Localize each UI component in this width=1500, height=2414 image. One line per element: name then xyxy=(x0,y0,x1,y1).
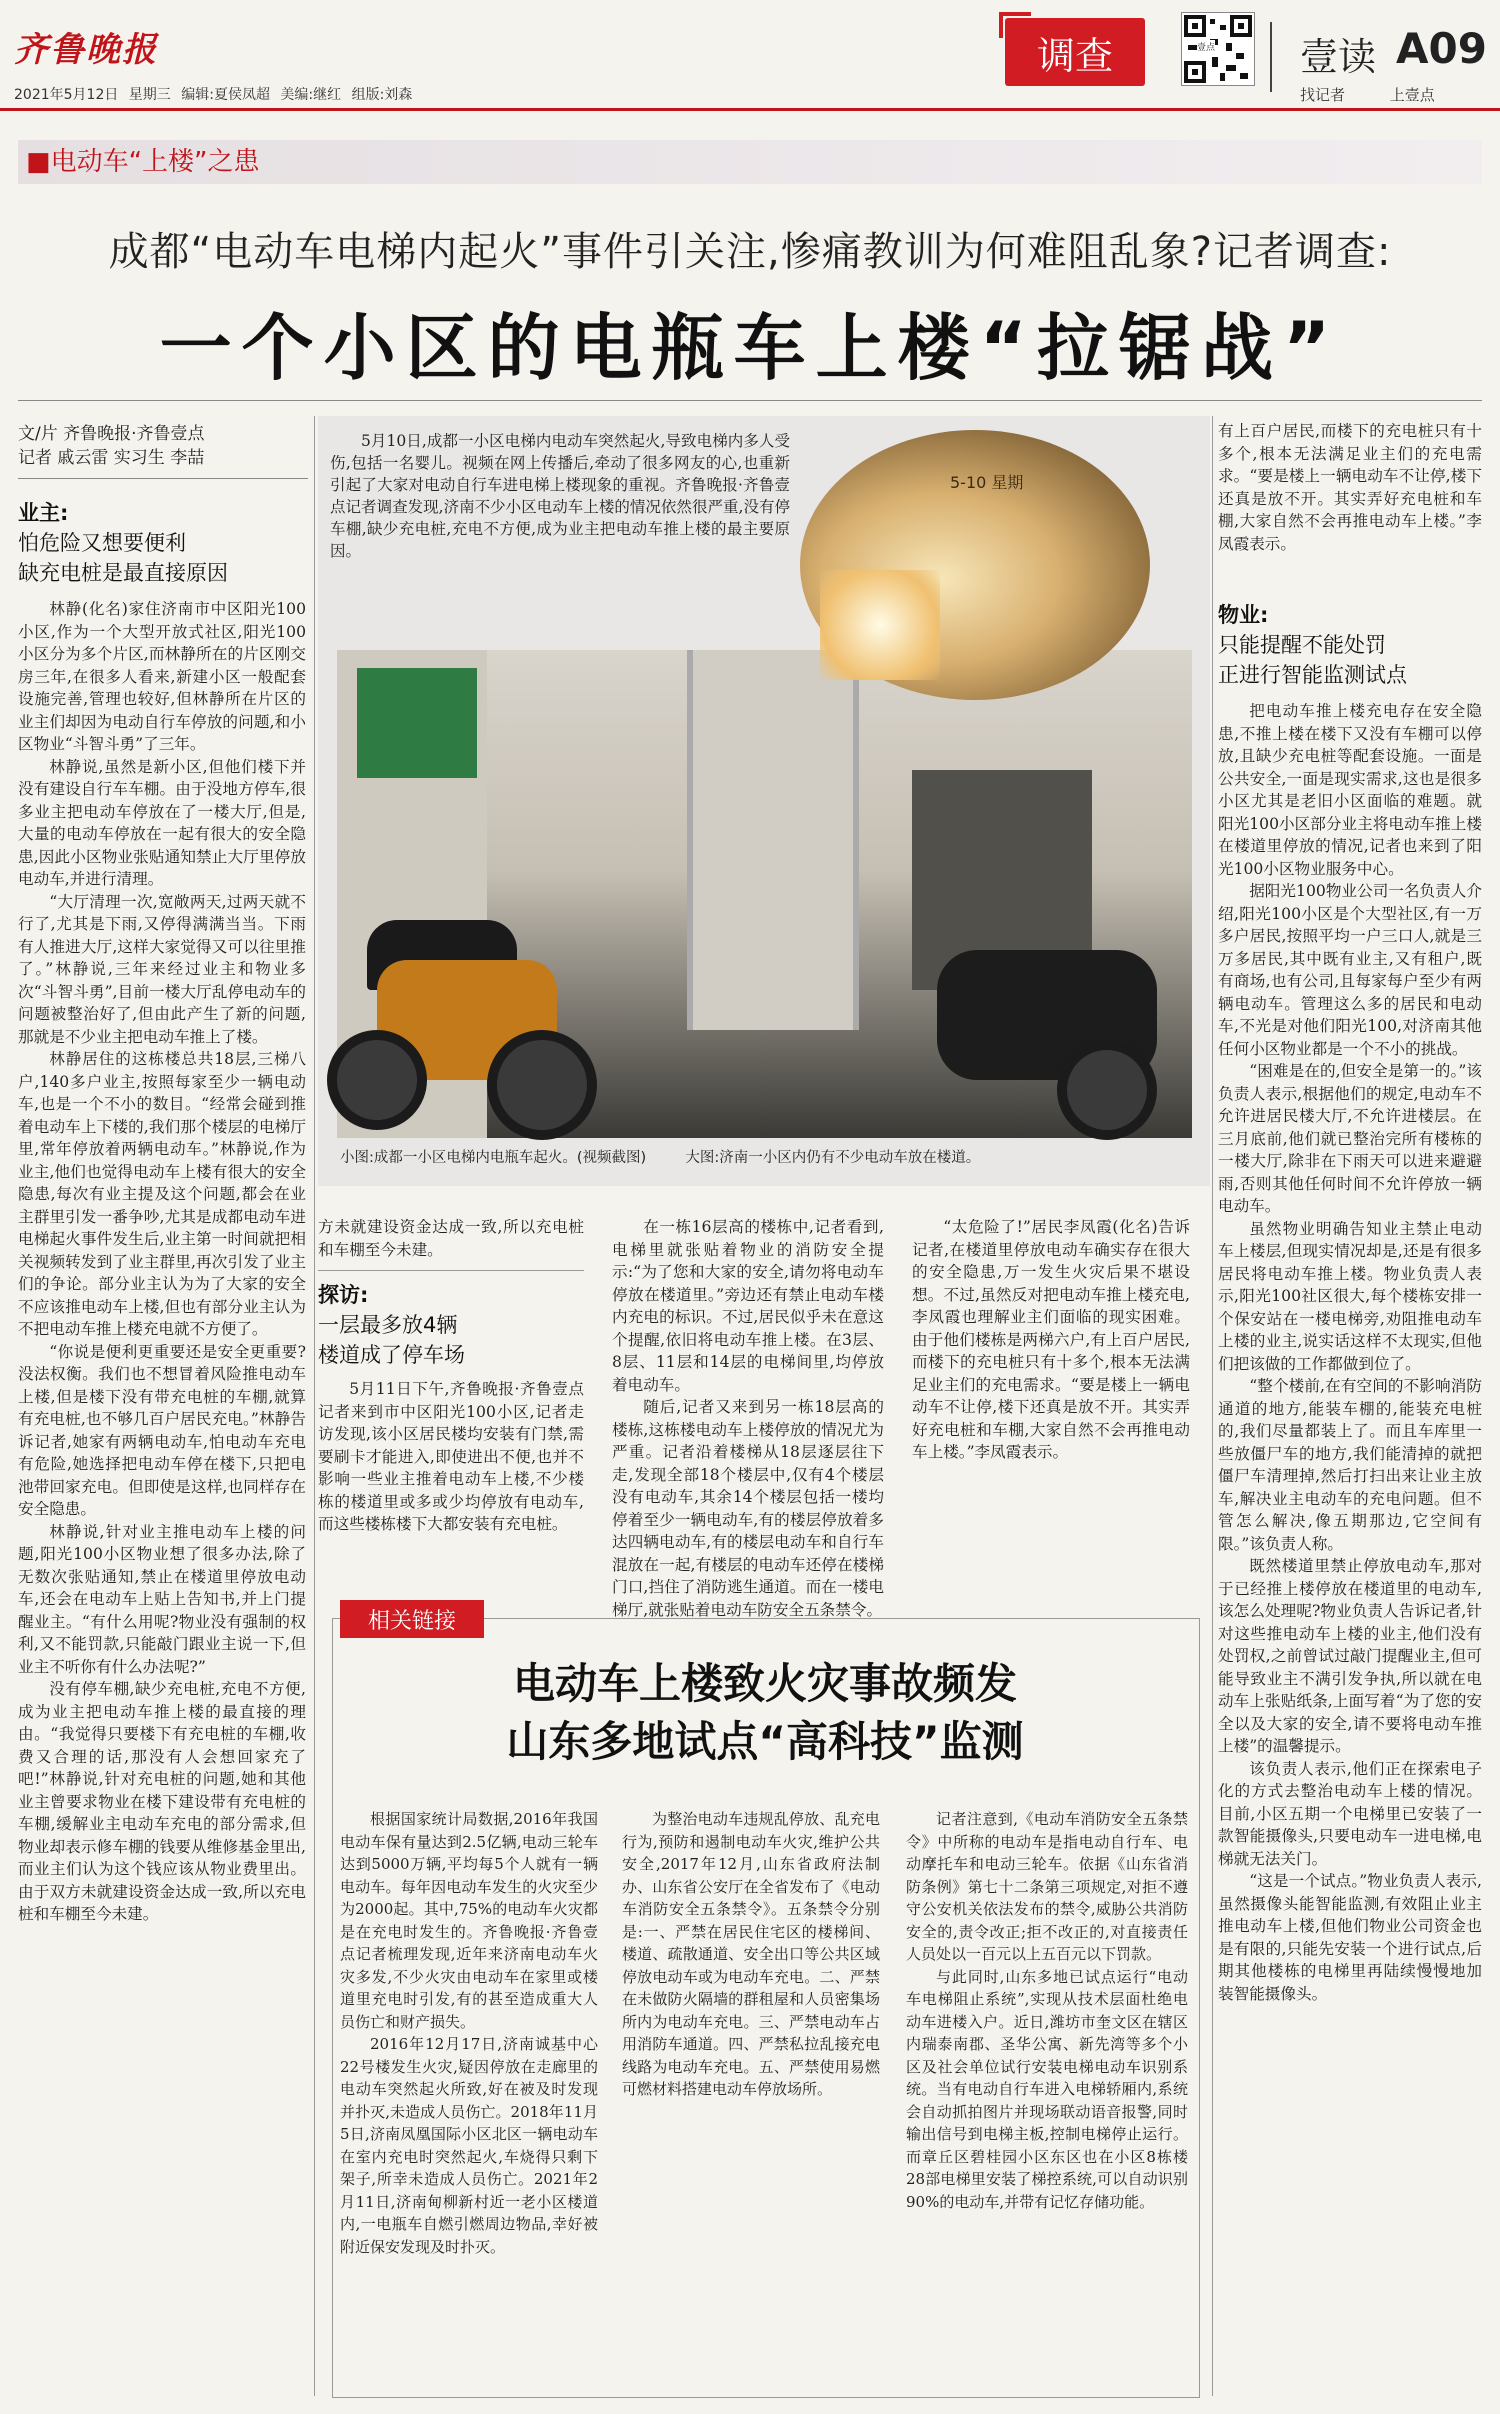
byline-line1: 文/片 齐鲁晚报·齐鲁壹点 xyxy=(18,424,205,444)
paragraph: 有上百户居民,而楼下的充电桩只有十多个,根本无法满足业主们的充电需求。“要是楼上一辆电动车不让停,楼下还真是放不开。其实弄好充电桩和车棚,大家自然不会再推电动车上楼。”李凤霞表示。 xyxy=(1218,422,1482,553)
owner-title-1: 怕危险又想要便利 xyxy=(18,531,186,555)
paragraph: 在一栋16层高的楼栋中,记者看到,电梯里就张贴着物业的消防安全提示:“为了您和大家的安全,请勿将电动车停放在楼道里。”旁边还有禁止电动车楼内充电的标识。不过,居民似乎未在意这个提醒,依旧将电动车推上楼。在3层、8层、11层和14层的电梯间里,均停放着电动车。 xyxy=(612,1218,884,1394)
owner-section-head xyxy=(18,498,308,588)
property-title-2: 正进行智能监测试点 xyxy=(1218,663,1407,687)
doorway xyxy=(687,650,859,1030)
caption-small: 小图:成都一小区电梯内电瓶车起火。(视频截图) xyxy=(340,1150,647,1166)
paragraph: 该负责人表示,他们正在探索电子化的方式去整治电动车上楼的情况。目前,小区五期一个电梯里已安装了一款智能摄像头,只要电动车一进电梯,电梯就无法关门。 xyxy=(1218,1759,1482,1868)
paragraph: 根据国家统计局数据,2016年我国电动车保有量达到2.5亿辆,电动三轮车达到5000万辆,平均每5个人就有一辆电动车。每年因电动车发生的火灾至少为2000起。其中,75%的电动车火灾都是在充电时发生的。齐鲁晚报·齐鲁壹点记者梳理发现,近年来济南电动车火灾多发,不少火灾由电动车在家里或楼道里充电时引发,有的甚至造成重大人员伤亡和财产损失。 xyxy=(340,1810,598,2031)
byline-rule xyxy=(18,478,308,479)
paragraph: 2016年12月17日,济南诚基中心22号楼发生火灾,疑因停放在走廊里的电动车突然起火所致,好在被及时发现并扑灭,未造成人员伤亡。2018年11月5日,济南凤凰国际小区北区一辆电动车在室内充电时突然起火,车烧得只剩下架子,所幸未造成人员伤亡。2021年2月11日,济南甸柳新村近一老小区楼道内,一电瓶车自燃引燃周边物品,幸好被附近保安发现及时扑灭。 xyxy=(340,2035,598,2256)
section-tab: 调查 xyxy=(1005,18,1145,86)
property-section-head xyxy=(1218,600,1482,690)
hallway-photo xyxy=(337,650,1192,1138)
photo-captions xyxy=(340,1146,1190,1167)
paragraph: 林静说,虽然是新小区,但他们楼下并没有建设自行车车棚。由于没地方停车,很多业主把电动车停放在了一楼大厅,但是,大量的电动车停放在一起有很大的安全隐患,因此小区物业张贴通知禁止大厅里停放电动车,并进行清理。 xyxy=(18,757,306,888)
divider xyxy=(1270,22,1272,92)
scooter-wheel xyxy=(1057,1040,1157,1140)
column-divider xyxy=(1212,416,1213,2396)
paragraph: 与此同时,山东多地已试点运行“电动车电梯阻止系统”,实现从技术层面杜绝电动车进楼入户。近日,潍坊市奎文区在辖区内瑞泰南郡、圣华公寓、新先湾等多个小区及社会单位试行安装电梯电动车识别系统。当有电动自行车进入电梯轿厢内,系统会自动抓拍图片并现场联动语音报警,同时输出信号到电梯主板,控制电梯停止运行。而章丘区碧桂园小区东区也在小区8栋楼28部电梯里安装了梯控系统,可以自动识别90%的电动车,并带有记忆存储功能。 xyxy=(906,1967,1188,2211)
column-divider xyxy=(314,416,315,2396)
paragraph: “整个楼前,在有空间的不影响消防通道的地方,能装车棚的,能装充电桩的,我们尽量都装上了。而且车库里一些放僵尸车的地方,我们能清掉的就把僵尸车清理掉,然后打扫出来让业主放车,解决业主电动车的充电问题。但不管怎么解决,像五期那边,它空间有限。”该负责人称。 xyxy=(1218,1377,1482,1553)
video-timestamp: 5-10 星期 xyxy=(950,473,1024,492)
fire-glow xyxy=(820,570,940,680)
paragraph: 记者注意到,《电动车消防安全五条禁令》中所称的电动车是指电动自行车、电动摩托车和电动三轮车。依据《山东省消防条例》第七十二条第三项规定,对拒不遵守公安机关依法发布的禁令,威胁公共消防安全的,责令改正;拒不改正的,对直接责任人员处以一百元以上五百元以下罚款。 xyxy=(906,1810,1188,1963)
byline xyxy=(18,422,308,470)
notice-board xyxy=(357,668,477,778)
page-number: A09 xyxy=(1396,24,1487,73)
related-tag: 相关链接 xyxy=(340,1600,484,1638)
paragraph: 5月11日下午,齐鲁晚报·齐鲁壹点记者来到市中区阳光100小区,记者走访发现,该小区居民楼均安装有门禁,需要刷卡才能进入,即使进出不便,也并不影响一些业主推着电动车上楼,不少楼栋的楼道里或多或少均停放有电动车,而这些楼栋楼下大都安装有充电桩。 xyxy=(318,1380,584,1533)
paragraph: “困难是在的,但安全是第一的。”该负责人表示,根据他们的规定,电动车不允许进居民楼大厅,不允许进楼层。在三月底前,他们就已整治完所有楼栋的一楼大厅,除非在下雨天可以进来避避雨,否则其他任何时间不允许停放一辆电动车。 xyxy=(1218,1062,1482,1215)
related-col-2 xyxy=(622,1808,880,2388)
qr-label: 壹点 xyxy=(1197,40,1215,53)
masthead-rule xyxy=(0,108,1500,111)
explore-title-2: 楼道成了停车场 xyxy=(318,1343,465,1367)
property-article xyxy=(1218,700,1482,2390)
paragraph: 没有停车棚,缺少充电桩,充电不方便,成为业主把电动车推上楼的最直接的理由。“我觉得只要楼下有充电桩的车棚,收费又合理的话,那没有人会想回家充了吧!”林静说,针对充电桩的问题,她和其他业主曾要求物业在楼下建设带有充电桩的车棚,缓解业主电动车充电的部分需求,但物业却表示修车棚的钱要从维修基金里出,而业主们认为这个钱应该从物业费里出。由于双方未就建设资金达成一致,所以充电桩和车棚至今未建。 xyxy=(18,1680,306,1923)
qr-code-icon xyxy=(1181,12,1255,86)
explore-section-head xyxy=(318,1280,584,1370)
paragraph: “大厅清理一次,宽敞两天,过两天就不行了,尤其是下雨,又停得满满当当。下雨有人推进大厅,这样大家觉得又可以往里推了。”林静说,三年来经过业主和物业多次“斗智斗勇”,目前一楼大厅乱停电动车的问题被整治好了,但由此产生了新的问题,那就是不少业主把电动车推上了楼。 xyxy=(18,892,306,1046)
paragraph: 既然楼道里禁止停放电动车,那对于已经推上楼停放在楼道里的电动车,该怎么处理呢?物业负责人告诉记者,针对这些推电动车上楼的业主,他们没有处罚权,之前曾试过敲门提醒业主,但可能导致业主不满引发争执,所以就在电动车上张贴纸条,上面写着“为了您的安全以及大家的安全,请不要将电动车推上楼”的温馨提示。 xyxy=(1218,1557,1482,1755)
paragraph: 把电动车推上楼充电存在安全隐患,不推上楼在楼下又没有车棚可以停放,且缺少充电桩等配套设施。一面是公共安全,一面是现实需求,这也是很多小区尤其是老旧小区面临的难题。就阳光100小区部分业主将电动车推上楼在楼道里停放的情况,记者也来到了阳光100小区物业服务中心。 xyxy=(1218,702,1482,878)
owner-label: 业主: xyxy=(18,501,69,525)
explore-label: 探访: xyxy=(318,1283,369,1307)
explore-article-b xyxy=(318,1378,584,1588)
caption-big: 大图:济南一小区内仍有不少电动车放在楼道。 xyxy=(685,1150,981,1166)
section-rule xyxy=(318,1270,584,1271)
explore-article-c xyxy=(612,1216,884,1619)
explore-title-1: 一层最多放4辆 xyxy=(318,1313,458,1337)
paragraph: “你说是便利更重要还是安全更重要?没法权衡。我们也不想冒着风险推电动车上楼,但是楼下没有带充电桩的车棚,就算有充电桩,也不够几百户居民充电。”林静告诉记者,她家有两辆电动车,怕电动车充电有危险,她选择把电动车停在楼下,只把电池带回家充电。但即使是这样,也同样存在安全隐患。 xyxy=(18,1342,306,1518)
related-col-3 xyxy=(906,1808,1188,2388)
headline: 一个小区的电瓶车上楼“拉锯战” xyxy=(159,306,1341,390)
paragraph: 据阳光100物业公司一名负责人介绍,阳光100小区是个大型社区,有一万多户居民,按照平均一户三口人,就是三万多居民,其中既有业主,又有租户,既有商场,也有公司,且每家每户至少有两辆电动车。管理这么多的居民和电动车,不光是对他们阳光100,对济南其他任何小区物业都是一个不小的挑战。 xyxy=(1218,882,1482,1058)
paragraph: 方未就建设资金达成一致,所以充电桩和车棚至今未建。 xyxy=(318,1218,584,1259)
paragraph: 随后,记者又来到另一栋18层高的楼栋,这栋楼电动车上楼停放的情况尤为严重。记者沿着楼梯从18层逐层往下走,发现全部18个楼层中,仅有4个楼层没有电动车,其余14个楼层包括一楼均停着至少一辆电动车,有的楼层停放着多达四辆电动车,有的楼层电动车和自行车混放在一起,有楼层的电动车还停在楼梯门口,挡住了消防逃生通道。而在一楼电梯厅,就张贴着电动车防安全五条禁令。 xyxy=(612,1398,884,1619)
related-title-1: 电动车上楼致火灾事故频发 xyxy=(512,1659,1017,1708)
explore-article-d xyxy=(912,1216,1190,1586)
property-title-1: 只能提醒不能处罚 xyxy=(1218,633,1386,657)
paragraph: “太危险了!”居民李凤霞(化名)告诉记者,在楼道里停放电动车确实存在很大的安全隐患,万一发生火灾后果不堪设想。不过,虽然反对把电动车推上楼充电,李凤霞也理解业主们面临的现实困难。由于他们楼栋是两梯六户,有上百户居民,而楼下的充电桩只有十多个,根本无法满足业主们的充电需求。“要是楼上一辆电动车不让停,楼下还真是放不开。其实弄好充电桩和车棚,大家自然不会再推电动车上楼。”李凤霞表示。 xyxy=(912,1218,1190,1461)
paragraph: 林静居住的这栋楼总共18层,三梯八户,140多户业主,按照每家至少一辆电动车,也是一个不小的数目。“经常会碰到推着电动车上下楼的,我们那个楼层的电梯厅里,常年停放着两辆电动车。”林静说,作为业主,他们也觉得电动车上楼有很大的安全隐患,每次有业主提及这个问题,都会在业主群里引发一番争吵,尤其是成都电动车进电梯起火事件发生后,业主第一时间就把相关视频转发到了业主群里,再次引发了业主们的争论。部分业主认为为了大家的安全不应该推电动车上楼,但也有部分业主认为不把电动车推上楼充电就不方便了。 xyxy=(18,1050,306,1338)
paragraph: “这是一个试点。”物业负责人表示,虽然摄像头能智能监测,有效阻止业主推电动车上楼,但他们物业公司资金也是有限的,只能先安装一个进行试点,后期其他楼栋的电梯里再陆续慢慢地加装智能摄像头。 xyxy=(1218,1872,1482,2003)
related-title-2: 山东多地试点“高科技”监测 xyxy=(506,1717,1024,1766)
owner-title-2: 缺充电桩是最直接原因 xyxy=(18,561,228,585)
byline-line2: 记者 戚云雷 实习生 李喆 xyxy=(18,448,205,468)
scooter-wheel xyxy=(327,1030,427,1130)
right-continuation xyxy=(1218,420,1482,580)
topic-kicker: ■电动车“上楼”之患 xyxy=(18,140,1482,184)
paragraph: 虽然物业明确告知业主禁止电动车上楼层,但现实情况却是,还是有很多居民将电动车推上楼。物业负责人表示,阳光100社区很大,每个楼栋安排一个保安站在一楼电梯旁,劝阻推电动车上楼的业主,说实话这样不太现实,但他们把该做的工作都做到位了。 xyxy=(1218,1219,1482,1373)
paragraph: 林静(化名)家住济南市中区阳光100小区,作为一个大型开放式社区,阳光100小区分为多个片区,而林静所在的片区刚交房三年,在很多人看来,新建小区一般配套设施完善,管理也较好,但林静所在片区的业主们却因为电动自行车停放的问题,和小区物业“斗智斗勇”了三年。 xyxy=(18,600,306,753)
photo-intro: 5月10日,成都一小区电梯内电动车突然起火,导致电梯内多人受伤,包括一名婴儿。视频在网上传播后,牵动了很多网友的心,也重新引起了大家对电动自行车进电梯上楼现象的重视。齐鲁晚报·齐鲁壹点记者调查发现,济南不少小区电动车上楼的情况依然很严重,没有停车棚,缺少充电桩,充电不方便,成为业主把电动车推上楼的最主要原因。 xyxy=(330,432,790,560)
owner-article xyxy=(18,598,306,2388)
newspaper-logo: 齐鲁晚报 xyxy=(14,30,158,70)
contact-note: 找记者 上壹点 xyxy=(1300,86,1435,104)
page-name: 壹读 xyxy=(1300,35,1377,79)
scooter-wheel xyxy=(487,1030,597,1140)
elevator-fire-inset xyxy=(800,430,1150,700)
paragraph: 林静说,针对业主推电动车上楼的问题,阳光100小区物业想了很多办法,除了无数次张贴通知,禁止在楼道里停放电动车,还会在电动车上贴上告知书,并上门提醒业主。“有什么用呢?物业没有强制的权利,又不能罚款,只能敲门跟业主说一下,但业主不听你有什么办法呢?” xyxy=(18,1522,306,1676)
related-title xyxy=(332,1655,1198,1771)
property-label: 物业: xyxy=(1218,603,1269,627)
headline-rule xyxy=(18,400,1482,401)
paragraph: 为整治电动车违规乱停放、乱充电行为,预防和遏制电动车火灾,维护公共安全,2017年12月,山东省政府法制办、山东省公安厅在全省发布了《电动车消防安全五条禁令》。五条禁令分别是:一、严禁在居民住宅区的楼梯间、楼道、疏散通道、安全出口等公共区域停放电动车或为电动车充电。二、严禁在未做防火隔墙的群租屋和人员密集场所内为电动车充电。三、严禁电动车占用消防车通道。四、严禁私拉乱接充电线路为电动车充电。五、严禁使用易燃可燃材料搭建电动车停放场所。 xyxy=(622,1810,880,2098)
explore-article-a xyxy=(318,1216,584,1261)
issue-meta: 2021年5月12日 星期三 编辑:夏侯凤超 美编:继红 组版:刘森 xyxy=(14,87,413,103)
related-col-1 xyxy=(340,1808,598,2388)
subheadline: 成都“电动车电梯内起火”事件引关注,惨痛教训为何难阻乱象?记者调查: xyxy=(108,229,1392,275)
